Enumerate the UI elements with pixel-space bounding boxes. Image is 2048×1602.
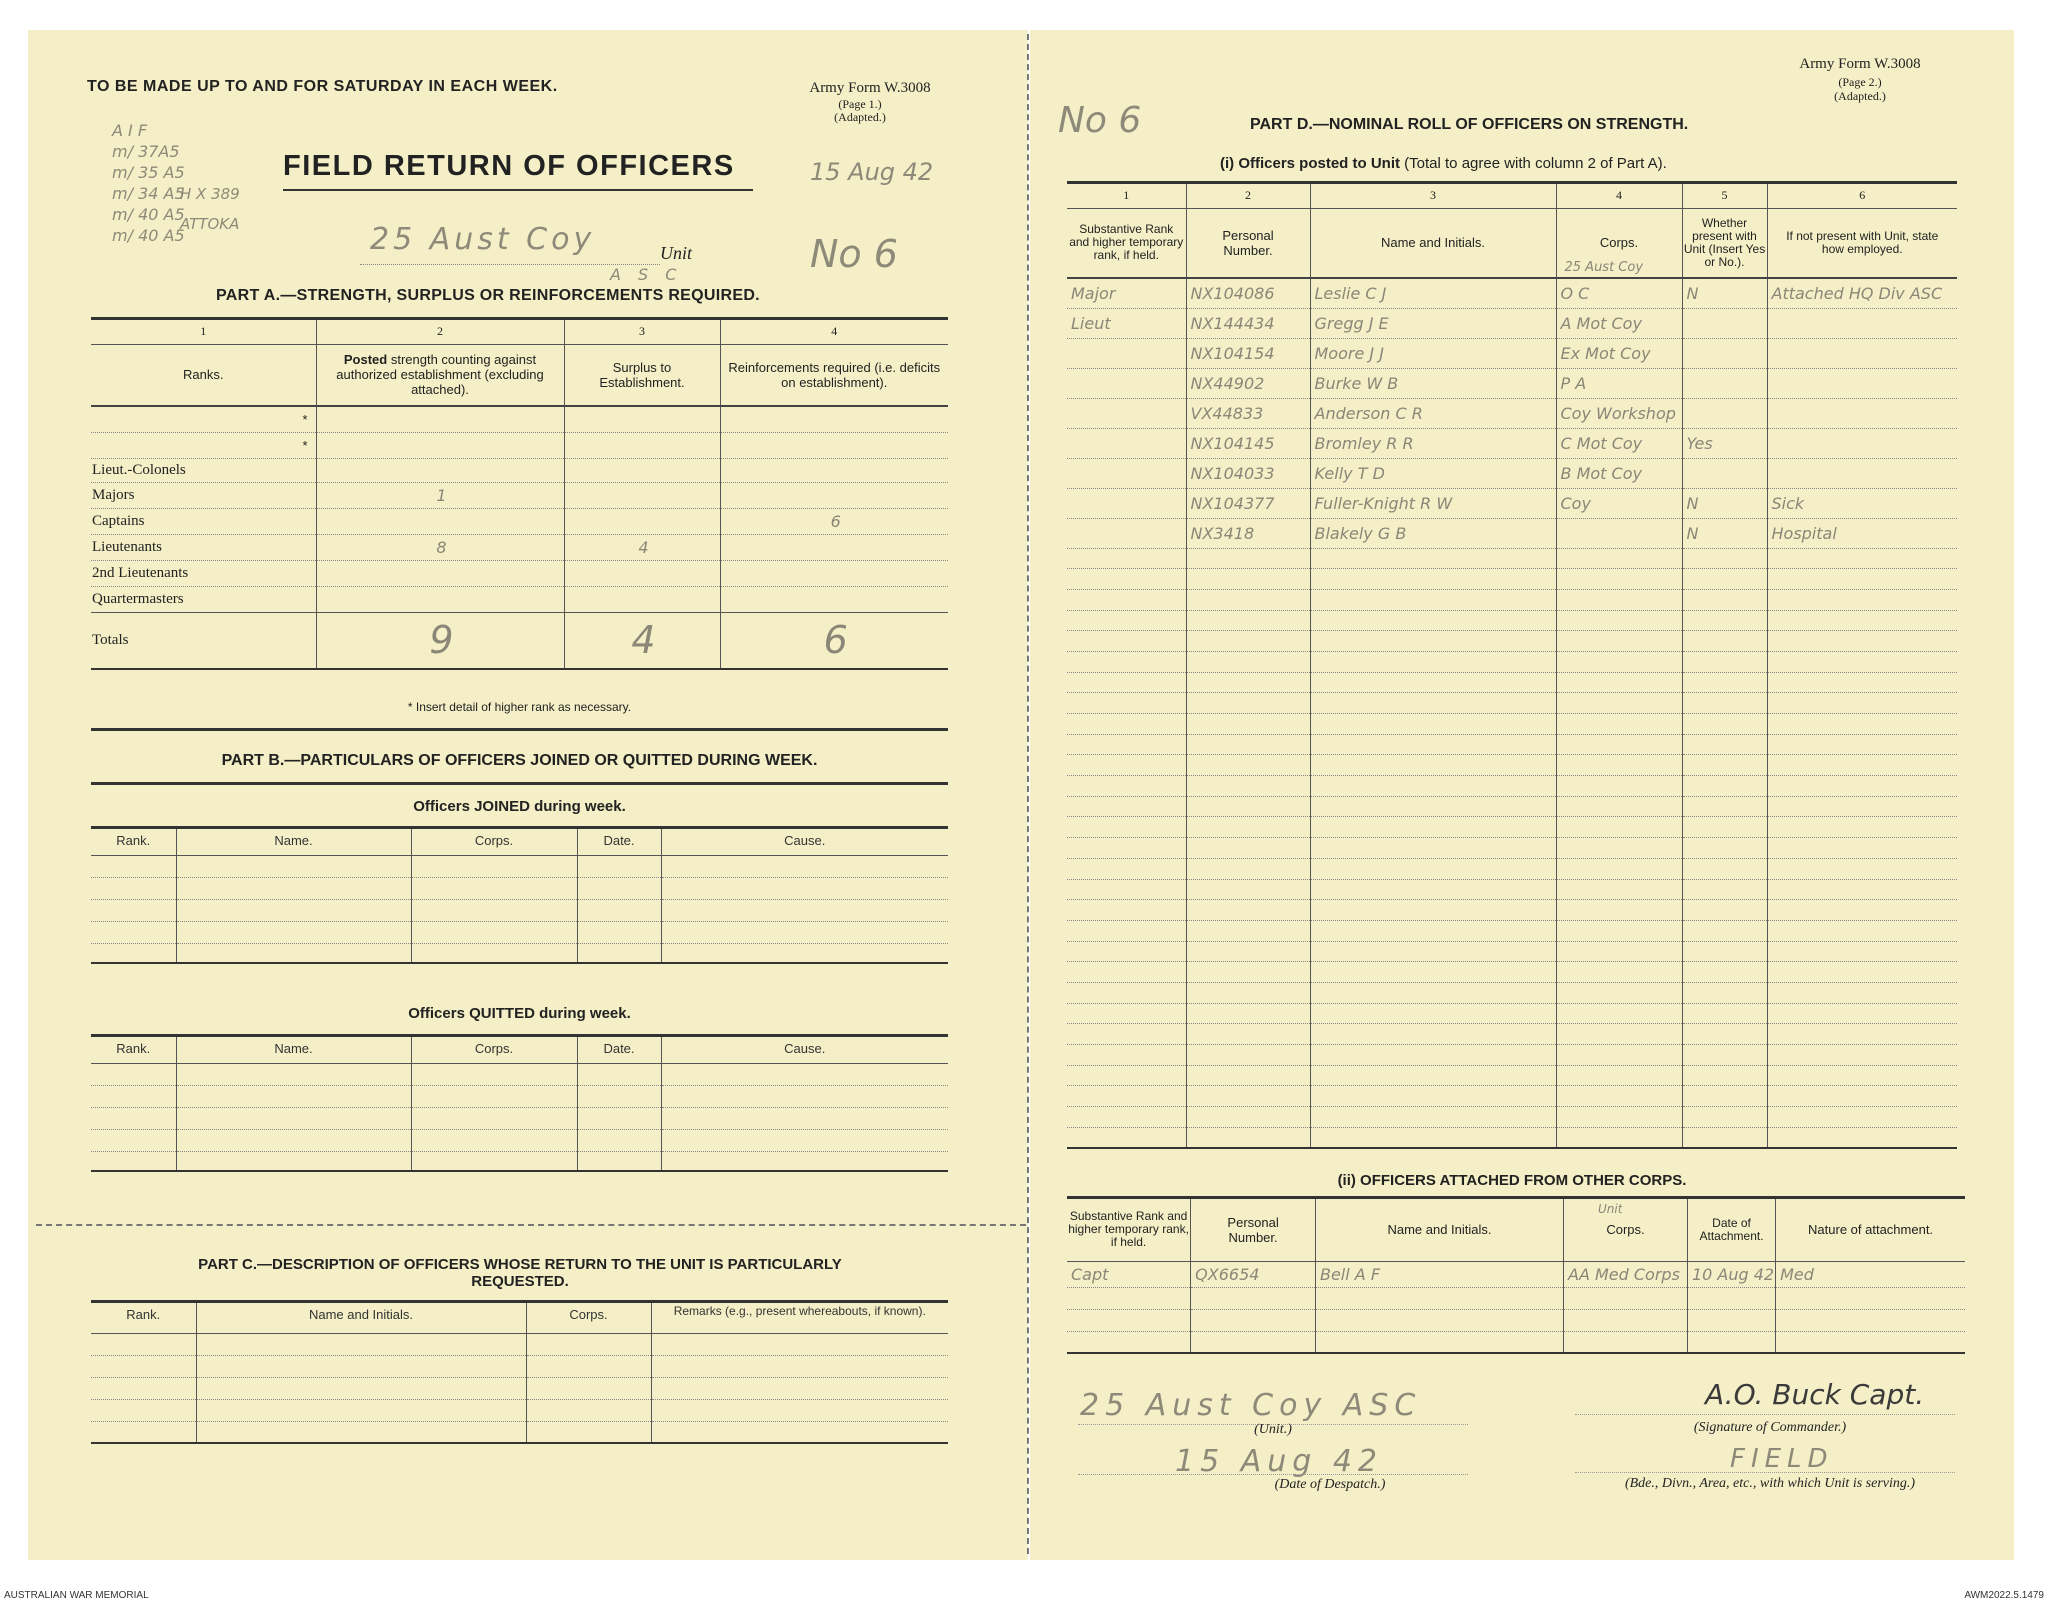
col-number: 4	[720, 320, 948, 344]
despatch-date-label: (Date of Despatch.)	[1274, 1477, 1386, 1492]
vertical-fold-line	[1027, 34, 1029, 1554]
table-row	[1067, 1065, 1957, 1086]
col-personal-number-header: Personal Number.	[1186, 208, 1310, 278]
roll-number: VX44833	[1186, 398, 1310, 428]
title-underline	[283, 189, 753, 191]
table-row	[91, 1355, 948, 1377]
rank-row: Majors	[91, 482, 316, 508]
table-row	[1067, 1045, 1957, 1066]
reinf-value	[720, 534, 948, 560]
roll-name: Gregg J E	[1310, 308, 1556, 338]
table-row	[91, 921, 948, 943]
margin-note: A I F	[112, 121, 148, 140]
table-row	[1067, 962, 1957, 983]
table-row	[1067, 714, 1957, 735]
col-present-header: Whether present with Unit (Insert Yes or No.).	[1682, 208, 1767, 278]
header-instruction: TO BE MADE UP TO AND FOR SATURDAY IN EACH WEEK.	[87, 78, 558, 95]
roll-employed: Sick	[1767, 488, 1957, 518]
roll-name: Leslie C J	[1310, 278, 1556, 308]
posted-value: 8	[316, 534, 564, 560]
table-row	[1067, 1086, 1957, 1107]
col-corps: Corps.	[411, 829, 577, 855]
col-cause: Cause.	[661, 829, 948, 855]
col-name: Name and Initials.	[196, 1303, 526, 1333]
table-row	[91, 1085, 948, 1107]
signature-line	[1575, 1414, 1955, 1415]
table-row	[1067, 858, 1957, 879]
margin-note: m/ 34 A5	[112, 184, 185, 203]
part-c-title-line: REQUESTED.	[471, 1273, 569, 1290]
roll-name: Anderson C R	[1310, 398, 1556, 428]
col-number: 5	[1682, 184, 1767, 208]
table-row	[91, 1063, 948, 1085]
table-row	[1067, 569, 1957, 590]
unit-line	[360, 264, 660, 265]
table-row	[1067, 589, 1957, 610]
table-row	[91, 1421, 948, 1443]
col-remarks: Remarks (e.g., present whereabouts, if known).	[651, 1303, 948, 1333]
quitted-title: Officers QUITTED during week.	[408, 1005, 631, 1022]
roll-number: NX104154	[1186, 338, 1310, 368]
form-title: FIELD RETURN OF OFFICERS	[283, 150, 735, 182]
roll-present	[1682, 308, 1767, 338]
rank-row: Quartermasters	[91, 586, 316, 612]
att-col-name: Name and Initials.	[1315, 1199, 1563, 1261]
part-b-rule	[91, 782, 948, 785]
roll-employed	[1767, 428, 1957, 458]
roll-present	[1682, 338, 1767, 368]
roll-number: NX144434	[1186, 308, 1310, 338]
table-row	[1067, 308, 1957, 338]
quitted-table	[91, 1037, 948, 1172]
posted-value	[316, 458, 564, 482]
part-c-title	[100, 1256, 940, 1290]
roll-employed: Attached HQ Div ASC	[1767, 278, 1957, 308]
footer-right: AWM2022.5.1479	[1964, 1590, 2044, 1601]
table-row	[91, 855, 948, 877]
total-posted: 9	[316, 612, 564, 669]
nominal-roll-table	[1067, 184, 1957, 1149]
table-row	[1067, 755, 1957, 776]
table-row	[91, 943, 948, 963]
star-row: *	[91, 432, 316, 458]
table-row	[1067, 693, 1957, 714]
table-row	[91, 899, 948, 921]
col-number: 2	[1186, 184, 1310, 208]
reinf-value: 6	[720, 508, 948, 534]
table-row	[91, 877, 948, 899]
roll-present	[1682, 458, 1767, 488]
roll-present	[1682, 368, 1767, 398]
handwritten-date: 15 Aug 42	[810, 158, 934, 186]
table-row	[91, 1377, 948, 1399]
table-row	[1067, 278, 1957, 308]
roll-corps: P A	[1556, 368, 1682, 398]
roll-number: NX104145	[1186, 428, 1310, 458]
att-name: Bell A F	[1315, 1261, 1563, 1287]
unit-label: Unit	[660, 243, 693, 263]
table-row	[1067, 1003, 1957, 1024]
col-rank: Rank.	[91, 829, 176, 855]
att-rank: Capt	[1067, 1261, 1191, 1287]
col-number: 3	[1310, 184, 1556, 208]
signature-label: (Signature of Commander.)	[1693, 1420, 1847, 1435]
roll-employed	[1767, 398, 1957, 428]
table-row	[91, 1333, 948, 1355]
att-col-rank: Substantive Rank and higher temporary rank, if held.	[1067, 1199, 1191, 1261]
rank-row: Captains	[91, 508, 316, 534]
rank-row: Lieut.-Colonels	[91, 458, 316, 482]
form-id-page-2: Army Form W.3008	[1799, 56, 1921, 72]
roll-corps: O C	[1556, 278, 1682, 308]
table-row	[1067, 838, 1957, 859]
part-c-table	[91, 1303, 948, 1444]
attached-row	[1067, 1309, 1965, 1331]
posted-header	[316, 344, 564, 406]
table-row	[1067, 458, 1957, 488]
roll-corps: B Mot Coy	[1556, 458, 1682, 488]
table-row	[1067, 338, 1957, 368]
part-d-subtitle-i	[1220, 155, 1667, 172]
margin-notes	[112, 120, 185, 246]
roll-corps: Coy Workshop	[1556, 398, 1682, 428]
roll-name: Burke W B	[1310, 368, 1556, 398]
surplus-value	[564, 560, 720, 586]
col-cause: Cause.	[661, 1037, 948, 1063]
table-row	[1067, 1107, 1957, 1128]
roll-rank: Major	[1067, 278, 1186, 308]
roll-corps: C Mot Coy	[1556, 428, 1682, 458]
roll-employed	[1767, 368, 1957, 398]
adapted-label: (Adapted.)	[834, 110, 886, 124]
col-name: Name.	[176, 1037, 411, 1063]
table-row	[91, 1129, 948, 1151]
roll-rank	[1067, 488, 1186, 518]
table-row	[1067, 817, 1957, 838]
table-row	[1067, 672, 1957, 693]
col-rank-header: Substantive Rank and higher temporary rank, if held.	[1067, 208, 1186, 278]
col-corps: Corps.	[411, 1037, 577, 1063]
handwritten-number: No 6	[810, 232, 898, 276]
surplus-value	[564, 482, 720, 508]
part-a-bottom-rule	[91, 728, 948, 731]
margin-note: m/ 35 A5	[112, 163, 185, 182]
roll-number: NX44902	[1186, 368, 1310, 398]
roll-present: N	[1682, 278, 1767, 308]
roll-name: Moore J J	[1310, 338, 1556, 368]
att-corps-label: Corps.	[1606, 1222, 1645, 1238]
col-name: Name.	[176, 829, 411, 855]
corps-header-label: Corps.	[1599, 235, 1639, 251]
roll-rank	[1067, 368, 1186, 398]
col-employed-header: If not present with Unit, state how employed.	[1767, 208, 1957, 278]
roll-present: Yes	[1682, 428, 1767, 458]
area-value: FIELD	[1730, 1444, 1834, 1474]
commander-signature: A.O. Buck Capt.	[1705, 1378, 1925, 1411]
posted-value	[316, 586, 564, 612]
part-d-subtitle-ii: (ii) OFFICERS ATTACHED FROM OTHER CORPS.	[1337, 1172, 1687, 1189]
att-corps: AA Med Corps	[1564, 1261, 1688, 1287]
margin-note: m/ 37A5	[112, 142, 180, 161]
corps-handwritten-header: 25 Aust Coy	[1564, 260, 1644, 275]
col-number: 1	[91, 320, 316, 344]
reinf-value	[720, 482, 948, 508]
reinforcements-header: Reinforcements required (i.e. deficits on establishment).	[720, 344, 948, 406]
roll-number: NX104033	[1186, 458, 1310, 488]
table-row	[1067, 428, 1957, 458]
part-d-title: PART D.—NOMINAL ROLL OF OFFICERS ON STRENGTH.	[1250, 116, 1689, 133]
roll-number: NX3418	[1186, 518, 1310, 548]
roll-rank	[1067, 398, 1186, 428]
table-row	[91, 1151, 948, 1171]
margin-note: ATTOKA	[180, 215, 240, 233]
table-row	[1067, 776, 1957, 797]
handwritten-unit-sub: A S C	[610, 265, 683, 284]
adapted-label-2: (Adapted.)	[1834, 89, 1886, 103]
col-date: Date.	[577, 1037, 661, 1063]
nominal-roll-body	[1067, 278, 1957, 1148]
roll-corps: Coy	[1556, 488, 1682, 518]
table-row	[1067, 518, 1957, 548]
att-number: QX6654	[1191, 1261, 1316, 1287]
roll-corps: A Mot Coy	[1556, 308, 1682, 338]
form-id: Army Form W.3008	[809, 80, 931, 96]
total-surplus: 4	[564, 612, 720, 669]
part-a-table	[91, 320, 948, 670]
part-b-title: PART B.—PARTICULARS OF OFFICERS JOINED OR QUITTED DURING WEEK.	[221, 752, 818, 769]
handwritten-number-2: No 6	[1058, 100, 1142, 141]
part-c-title-line: PART C.—DESCRIPTION OF OFFICERS WHOSE RETURN TO THE UNIT IS PARTICULARLY	[198, 1256, 842, 1273]
roll-rank: Lieut	[1067, 308, 1186, 338]
roll-employed: Hospital	[1767, 518, 1957, 548]
table-row	[1067, 900, 1957, 921]
part-d-subtitle-rest: (Total to agree with column 2 of Part A).	[1400, 155, 1667, 172]
table-row	[1067, 610, 1957, 631]
col-date: Date.	[577, 829, 661, 855]
roll-present	[1682, 398, 1767, 428]
posted-header-rest: strength counting against authorized establishment (excluding attached).	[336, 352, 544, 398]
col-corps-header	[1556, 208, 1682, 278]
roll-present: N	[1682, 488, 1767, 518]
attached-row	[1067, 1331, 1965, 1353]
roll-name: Blakely G B	[1310, 518, 1556, 548]
roll-corps	[1556, 518, 1682, 548]
table-row	[91, 1399, 948, 1421]
signoff-unit-label: (Unit.)	[1254, 1422, 1292, 1437]
margin-note: H X 389	[180, 185, 240, 203]
col-number: 3	[564, 320, 720, 344]
posted-value: 1	[316, 482, 564, 508]
rank-row: 2nd Lieutenants	[91, 560, 316, 586]
roll-name: Fuller-Knight R W	[1310, 488, 1556, 518]
table-row	[1067, 879, 1957, 900]
footer-left: AUSTRALIAN WAR MEMORIAL	[4, 1590, 149, 1601]
att-corps-handwritten: Unit	[1598, 1202, 1623, 1216]
joined-title: Officers JOINED during week.	[413, 798, 626, 815]
surplus-header: Surplus to Establishment.	[564, 344, 720, 406]
signoff-unit-value: 25 Aust Coy ASC	[1080, 1388, 1422, 1423]
despatch-date-line	[1078, 1474, 1468, 1475]
attached-row	[1067, 1287, 1965, 1309]
horizontal-fold-line	[36, 1224, 1026, 1226]
page-label: (Page 1.)	[838, 97, 882, 111]
table-row	[1067, 1024, 1957, 1045]
table-row	[1067, 982, 1957, 1003]
roll-name: Kelly T D	[1310, 458, 1556, 488]
table-row	[1067, 548, 1957, 569]
part-a-title: PART A.—STRENGTH, SURPLUS OR REINFORCEMENTS REQUIRED.	[216, 287, 760, 304]
surplus-value	[564, 508, 720, 534]
att-col-corps	[1564, 1199, 1688, 1261]
roll-rank	[1067, 428, 1186, 458]
col-rank: Rank.	[91, 1037, 176, 1063]
roll-employed	[1767, 308, 1957, 338]
table-row	[1067, 398, 1957, 428]
col-number: 1	[1067, 184, 1186, 208]
table-row	[1067, 734, 1957, 755]
roll-present: N	[1682, 518, 1767, 548]
col-number: 2	[316, 320, 564, 344]
roll-employed	[1767, 458, 1957, 488]
reinf-value	[720, 560, 948, 586]
roll-name: Bromley R R	[1310, 428, 1556, 458]
area-label: (Bde., Divn., Area, etc., with which Unit is serving.)	[1624, 1476, 1916, 1491]
attached-row	[1067, 1261, 1965, 1287]
col-number: 6	[1767, 184, 1957, 208]
roll-rank	[1067, 518, 1186, 548]
reinf-value	[720, 458, 948, 482]
page-label-2: (Page 2.)	[1838, 75, 1882, 89]
att-nature: Med	[1776, 1261, 1965, 1287]
table-row	[1067, 368, 1957, 398]
star-row: *	[91, 406, 316, 432]
total-reinf: 6	[720, 612, 948, 669]
att-col-number: Personal Number.	[1191, 1199, 1316, 1261]
margin-note: m/ 40 A5	[112, 226, 185, 245]
reinf-value	[720, 586, 948, 612]
totals-label: Totals	[91, 612, 316, 669]
part-a-footnote: * Insert detail of higher rank as necessary.	[407, 700, 632, 714]
ranks-header: Ranks.	[91, 344, 316, 406]
part-d-subtitle-bold: (i) Officers posted to Unit	[1220, 155, 1400, 172]
att-col-date: Date of Attachment.	[1687, 1199, 1775, 1261]
table-row	[1067, 920, 1957, 941]
posted-value	[316, 508, 564, 534]
handwritten-unit: 25 Aust Coy	[370, 222, 596, 257]
area-line	[1575, 1472, 1955, 1473]
roll-number: NX104377	[1186, 488, 1310, 518]
table-row	[1067, 796, 1957, 817]
table-row	[1067, 488, 1957, 518]
rank-row: Lieutenants	[91, 534, 316, 560]
col-corps: Corps.	[526, 1303, 651, 1333]
roll-rank	[1067, 458, 1186, 488]
table-row	[1067, 631, 1957, 652]
roll-employed	[1767, 338, 1957, 368]
posted-value	[316, 560, 564, 586]
col-name-header: Name and Initials.	[1310, 208, 1556, 278]
att-date: 10 Aug 42	[1687, 1261, 1775, 1287]
posted-header-bold: Posted	[343, 352, 388, 368]
table-row	[91, 1107, 948, 1129]
table-row	[1067, 1127, 1957, 1148]
surplus-value	[564, 458, 720, 482]
margin-note: m/ 40 A5	[112, 205, 185, 224]
att-col-nature: Nature of attachment.	[1776, 1199, 1965, 1261]
despatch-date-value: 15 Aug 42	[1175, 1444, 1383, 1479]
roll-corps: Ex Mot Coy	[1556, 338, 1682, 368]
col-number: 4	[1556, 184, 1682, 208]
roll-rank	[1067, 338, 1186, 368]
joined-table	[91, 829, 948, 964]
surplus-value	[564, 586, 720, 612]
roll-number: NX104086	[1186, 278, 1310, 308]
col-rank: Rank.	[91, 1303, 196, 1333]
table-row	[1067, 941, 1957, 962]
attached-table	[1067, 1199, 1965, 1354]
surplus-value: 4	[564, 534, 720, 560]
table-row	[1067, 651, 1957, 672]
